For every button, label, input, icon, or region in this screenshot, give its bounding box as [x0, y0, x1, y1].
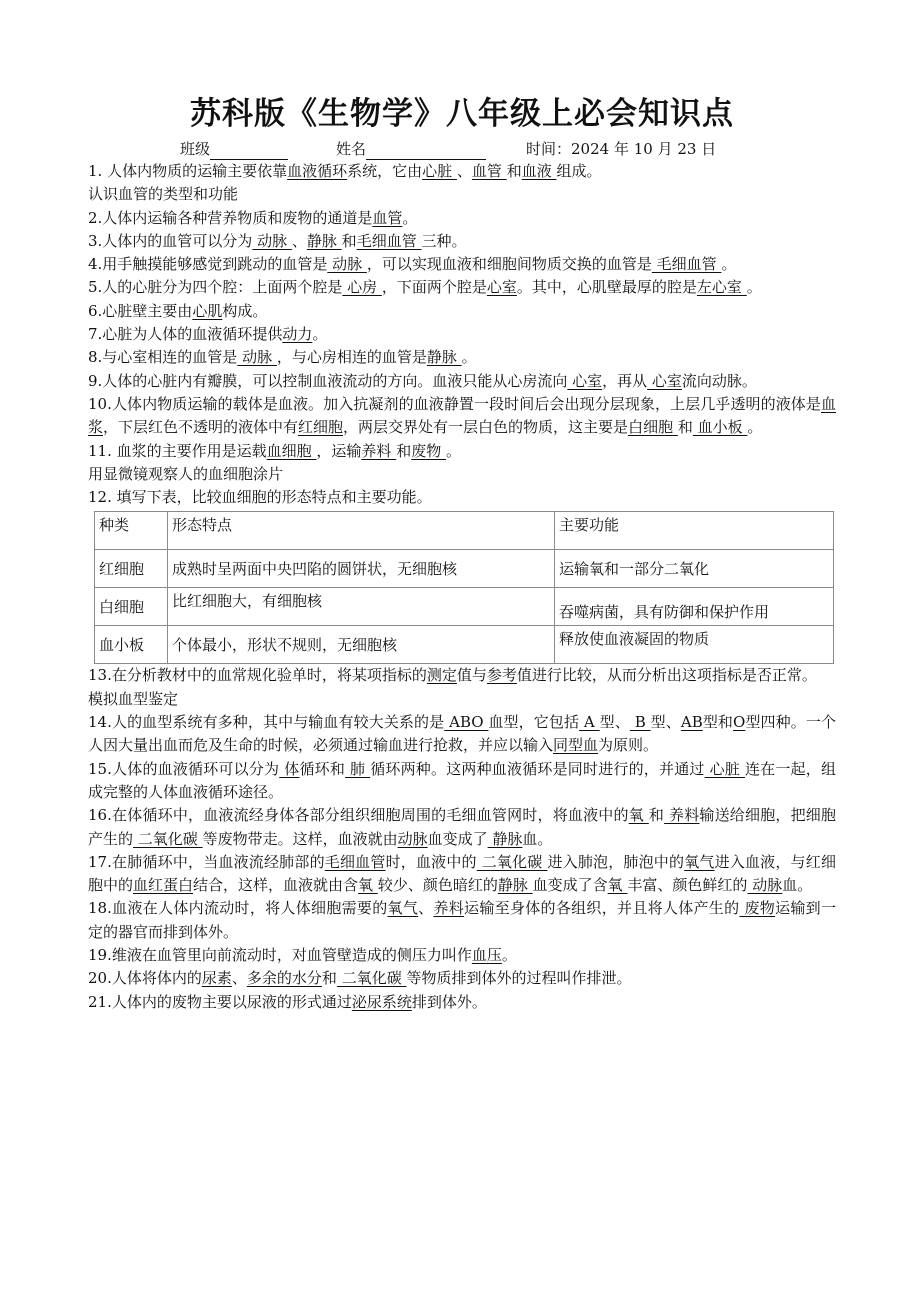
question-15: 15.人体的血液循环可以分为 体循环和 肺 循环两种。这两种血液循环是同时进行的，并通过 心脏 连在一起，组成完整的人体血液循环途径。: [88, 759, 836, 801]
class-label: 班级: [180, 140, 211, 158]
section-heading-microscope: 用显微镜观察人的血细胞涂片: [88, 464, 284, 483]
question-7: 7.心脏为人体的血液循环提供动力。: [88, 325, 328, 344]
question-19: 19.维液在血管里向前流动时，对血管壁造成的侧压力叫作血压。: [88, 946, 517, 965]
info-line: [88, 138, 836, 160]
table-cell: 比红细胞大，有细胞核: [168, 588, 555, 626]
question-20: 20.人体将体内的尿素、多余的水分和 二氧化碳 等物质排到体外的过程叫作排泄。: [88, 969, 632, 988]
question-10: 10.人体内物质运输的载体是血液。加入抗凝剂的血液静置一段时间后会出现分层现象，上层几乎透明的液体是血浆，下层红色不透明的液体中有红细胞，两层交界处有一层白色的物质，这主要是白细胞 和 血小板 。: [88, 394, 836, 437]
table-cell: 成熟时呈两面中央凹陷的圆饼状，无细胞核: [168, 550, 555, 588]
table-row: [95, 588, 834, 626]
table-header-row: [95, 512, 834, 550]
name-label: 姓名: [336, 140, 367, 158]
class-field: [180, 138, 288, 160]
question-18: 18.血液在人体内流动时，将人体细胞需要的氧气、养料运输至身体的各组织，并且将人体产生的 废物运输到一定的器官而排到体外。: [88, 899, 836, 941]
section-heading-blood-type: 模拟血型鉴定: [88, 689, 179, 708]
question-9: 9.人体的心脏内有瓣膜，可以控制血液流动的方向。血液只能从心房流向 心室，再从 心室流向动脉。: [88, 371, 757, 390]
table-cell: 释放使血液凝固的物质: [555, 626, 834, 664]
table-cell: 血小板: [95, 626, 168, 664]
question-17: 17.在肺循环中，当血液流经肺部的毛细血管时，血液中的 二氧化碳 进入肺泡，肺泡中的氧气进入血液，与红细胞中的血红蛋白结合，这样，血液就由含氧 较少、颜色暗红的静脉 血变成了含氧 丰富、颜色鲜红的 动脉血。: [88, 852, 836, 895]
document-page: [88, 92, 836, 1014]
question-5: 5.人的心脏分为四个腔：上面两个腔是 心房 ，下面两个腔是心室。其中，心肌壁最厚的腔是左心室 。: [88, 278, 762, 297]
blood-cell-table: [94, 511, 834, 664]
table-header: 主要功能: [555, 512, 834, 550]
question-4: 4.用手触摸能够感觉到跳动的血管是 动脉 ，可以实现血液和细胞间物质交换的血管是 毛细血管 。: [88, 255, 737, 274]
table-cell: 白细胞: [95, 588, 168, 626]
question-2: 2.人体内运输各种营养物质和废物的通道是血管。: [88, 208, 418, 227]
page-title: 苏科版《生物学》八年级上必会知识点: [190, 96, 734, 132]
question-6: 6.心脏壁主要由心肌构成。: [88, 301, 268, 320]
class-blank: [210, 143, 288, 160]
question-16: 16.在体循环中，血液流经身体各部分组织细胞周围的毛细血管网时，将血液中的氧 和 养料输送给细胞，把细胞产生的 二氧化碳 等废物带走。这样，血液就由动脉血变成了 静脉血。: [88, 806, 836, 848]
table-cell: 运输氧和一部分二氧化: [555, 550, 834, 588]
name-blank: [366, 143, 486, 160]
question-1: 1. 人体内物质的运输主要依靠血液循环系统，它由心脏 、血管 和血液 组成。: [88, 162, 602, 180]
table-header: 种类: [95, 512, 168, 550]
table-row: [95, 626, 834, 664]
question-8: 8.与心室相连的血管是 动脉 ，与心房相连的血管是静脉 。: [88, 348, 477, 367]
question-3: 3.人体内的血管可以分为 动脉 、静脉 和毛细血管 三种。: [88, 231, 467, 250]
question-14: 14.人的血型系统有多种，其中与输血有较大关系的是 ABO 血型，它包括 A 型、 B 型、AB型和O型四种。一个人因大量出血而危及生命的时候，必须通过输血进行抢救，并应以输入同型血为原则。: [88, 713, 836, 755]
question-12: 12. 填写下表，比较血细胞的形态特点和主要功能。: [88, 488, 432, 507]
table-cell: 红细胞: [95, 550, 168, 588]
table-cell: 吞噬病菌，具有防御和保护作用: [555, 588, 834, 626]
section-heading-vessels: 认识血管的类型和功能: [88, 185, 239, 204]
question-13: 13.在分析教材中的血常规化验单时，将某项指标的测定值与参考值进行比较，从而分析出这项指标是否正常。: [88, 666, 817, 685]
table-header: 形态特点: [168, 512, 555, 550]
question-11: 11. 血浆的主要作用是运载血细胞 ，运输养料 和废物 。: [88, 441, 462, 460]
question-21: 21.人体内的废物主要以尿液的形式通过泌尿系统排到体外。: [88, 992, 487, 1011]
name-field: [336, 138, 486, 160]
date-text: 时间：2024 年 10 月 23 日: [526, 140, 717, 158]
table-cell: 个体最小，形状不规则，无细胞核: [168, 626, 555, 664]
table-row: [95, 550, 834, 588]
